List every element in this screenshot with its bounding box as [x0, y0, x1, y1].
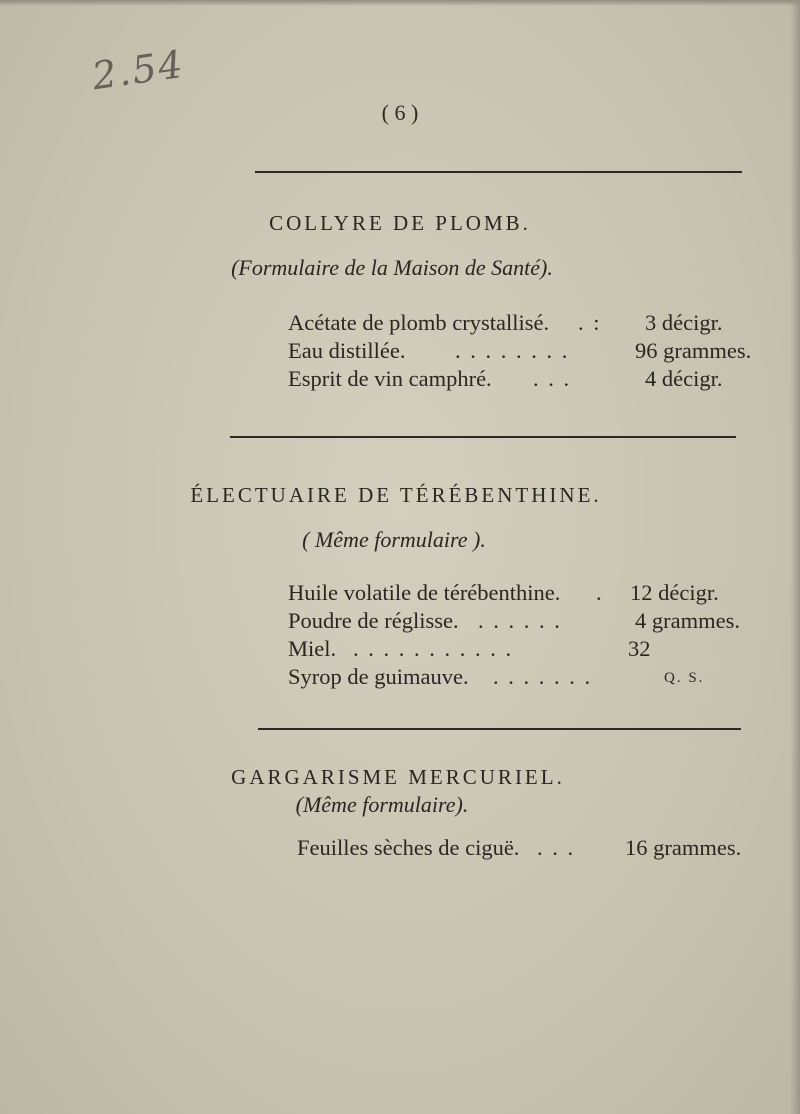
rule-top [255, 171, 742, 173]
leader-dots: . [596, 580, 604, 605]
handwritten-annotation: 2.54 [89, 41, 188, 99]
rule-lower [258, 728, 741, 730]
ingredient-row [288, 366, 748, 396]
page-number: ( 6 ) [381, 100, 419, 125]
ingredient-quantity: 16 grammes. [625, 835, 742, 860]
ingredient-name: Eau distillée. [288, 338, 406, 363]
leader-dots: . : [578, 310, 602, 335]
ingredient-name: Huile volatile de térébenthine. [288, 580, 561, 605]
ingredient-name: Syrop de guimauve. [288, 664, 469, 689]
section-title-collyre: COLLYRE DE PLOMB. [269, 211, 531, 235]
ingredient-quantity: 4 grammes. [635, 608, 740, 633]
ingredient-name: Acétate de plomb crystallisé. [288, 310, 550, 335]
ingredient-row [297, 835, 757, 865]
ingredient-quantity: Q. S. [664, 670, 705, 686]
ingredient-name: Feuilles sèches de ciguë. [297, 835, 520, 860]
section-title-gargarisme: GARGARISME MERCURIEL. [231, 765, 565, 789]
ingredient-name: Esprit de vin camphré. [288, 366, 492, 391]
leader-dots: . . . . . . [478, 608, 562, 633]
leader-dots: . . . . . . . . [455, 338, 570, 363]
ingredient-row [288, 664, 758, 694]
ingredient-name: Miel. [288, 636, 337, 661]
leader-dots: . . . [537, 835, 576, 860]
leader-dots: . . . . . . . . . . . [353, 636, 514, 661]
ingredient-quantity: 3 décigr. [645, 310, 723, 335]
ingredient-quantity: 32 [628, 636, 651, 661]
leader-dots: . . . . . . . [493, 664, 593, 689]
ingredient-row [288, 608, 758, 638]
ingredient-quantity: 4 décigr. [645, 366, 723, 391]
ingredient-row [288, 338, 758, 368]
section-subtitle-gargarisme: (Même formulaire). [295, 792, 469, 817]
page-edge-shadow [0, 0, 800, 6]
ingredient-name: Poudre de réglisse. [288, 608, 459, 633]
ingredient-quantity: 12 décigr. [630, 580, 719, 605]
section-subtitle-electuaire: ( Même formulaire ). [302, 527, 486, 552]
ingredient-quantity: 96 grammes. [635, 338, 752, 363]
ingredient-row [288, 310, 748, 340]
page-edge-shadow-right [790, 0, 800, 1114]
section-subtitle-collyre: (Formulaire de la Maison de Santé). [231, 255, 553, 280]
ingredient-row [288, 580, 758, 610]
ingredient-row [288, 636, 758, 666]
leader-dots: . . . [533, 366, 572, 391]
rule-middle [230, 436, 736, 438]
section-title-electuaire: ÉLECTUAIRE DE TÉRÉBENTHINE. [190, 483, 602, 507]
